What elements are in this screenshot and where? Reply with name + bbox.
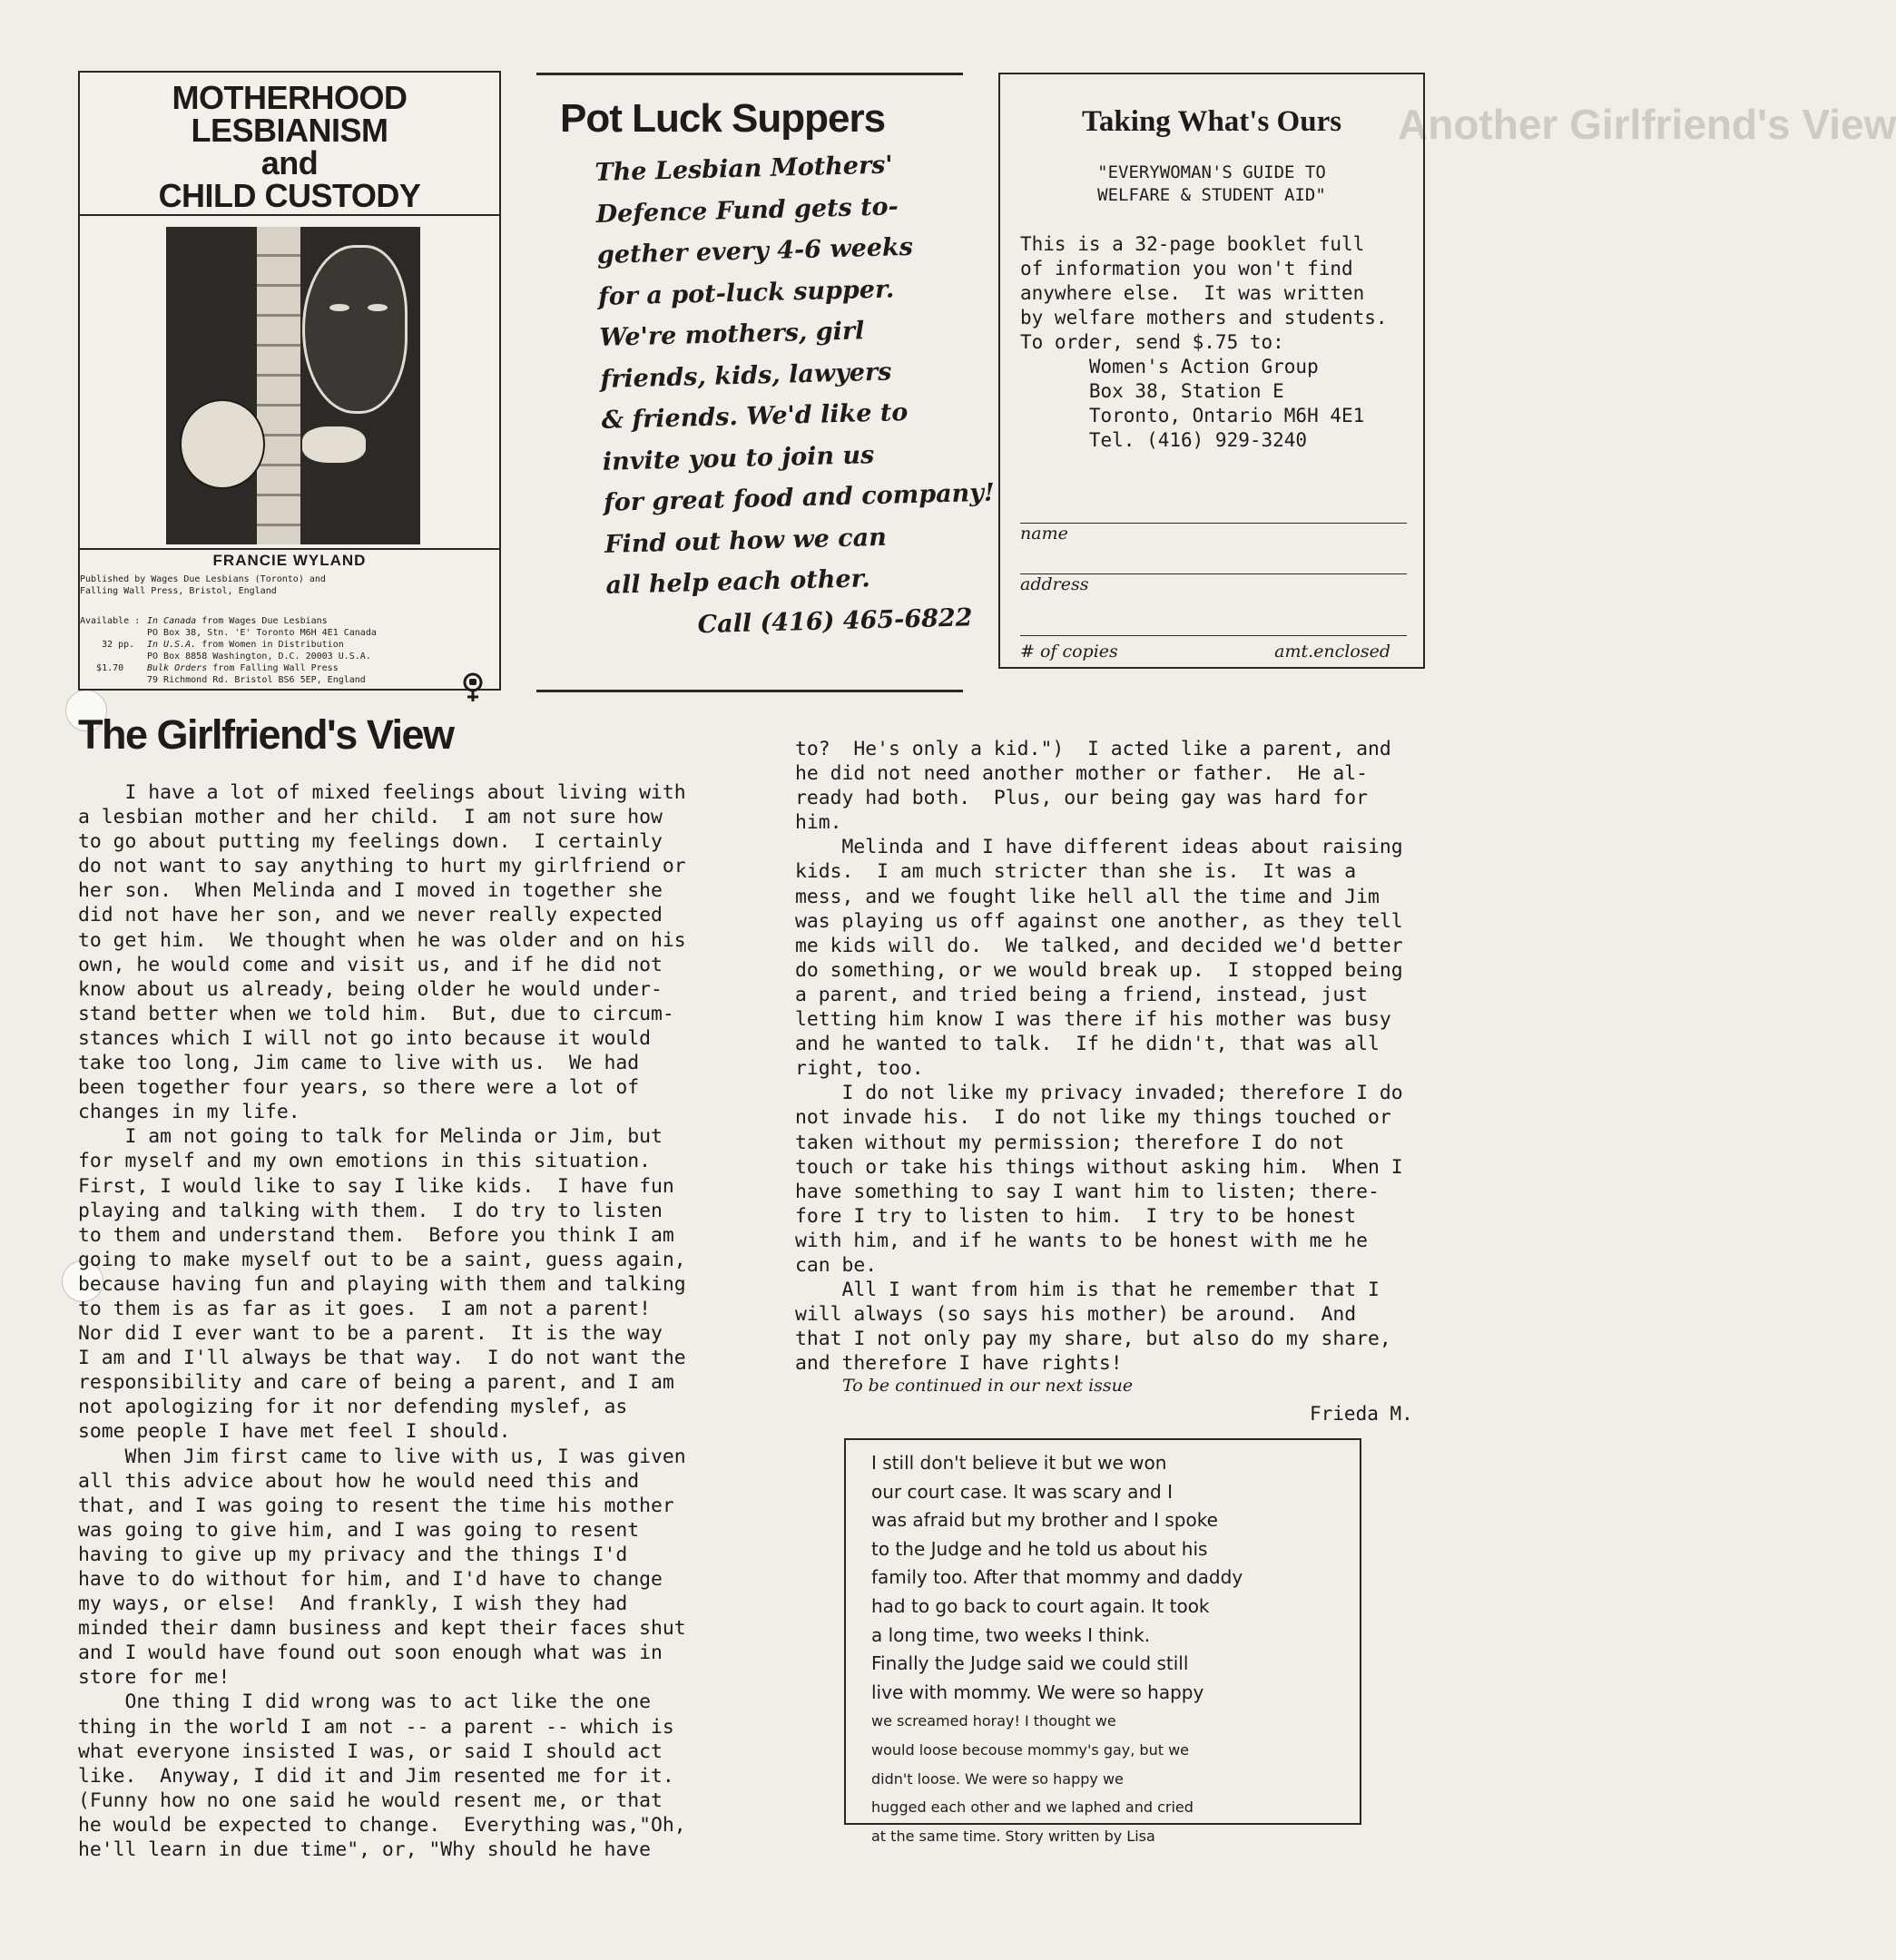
story-line: a long time, two weeks I think.: [871, 1623, 1151, 1646]
bleed-through-heading: Another Girlfriend's View: [1398, 101, 1896, 148]
story-line: live with mommy. We were so happy: [871, 1681, 1204, 1703]
book-title-line: LESBIANISM: [191, 112, 388, 149]
book-title: [80, 79, 499, 214]
story-line: hugged each other and we laphed and cried: [871, 1798, 1194, 1817]
taking-whats-ours-order-form: [998, 73, 1425, 669]
address-field[interactable]: [1020, 572, 1407, 594]
handwritten-line: We're mothers, girl: [598, 317, 865, 352]
name-field-label: name: [1020, 524, 1068, 544]
book-title-line: CHILD CUSTODY: [158, 177, 421, 214]
publisher-info: Published by Wages Due Lesbians (Toronto) and Falling Wall Press, Bristol, England: [80, 574, 326, 596]
handwritten-line: Find out how we can: [604, 523, 888, 559]
story-line: I still don't believe it but we won: [871, 1452, 1167, 1474]
handwritten-line: all help each other.: [605, 564, 871, 600]
story-line: family too. After that mommy and daddy: [871, 1566, 1243, 1589]
name-field[interactable]: [1020, 521, 1407, 544]
feminist-fist-icon: [457, 671, 488, 702]
story-line: we screamed horay! I thought we: [871, 1712, 1116, 1730]
booklet-description: This is a 32-page booklet full of information you won't find anywhere else. It was written by welfare mothers and students. To order, send $.75 to: Women's Action Group Box 38, Station E Toronto, Ontario M6H 4E1 Tel. (416) 929-3240: [1020, 233, 1388, 451]
divider: [536, 73, 963, 75]
availability-list: [80, 615, 479, 686]
divider: [80, 214, 499, 216]
story-line: at the same time. Story written by Lisa: [871, 1827, 1155, 1845]
handwritten-line: gether every 4-6 weeks: [596, 232, 914, 270]
book-title-line: MOTHERHOOD: [172, 79, 408, 116]
form-bottom-line: [1020, 633, 1407, 636]
order-quantity-row: [1020, 642, 1407, 662]
availability-row: PO Box 8858 Washington, D.C. 20003 U.S.A.: [147, 652, 371, 662]
handwritten-line: Defence Fund gets to-: [595, 191, 899, 229]
handwritten-line: The Lesbian Mothers': [594, 151, 894, 187]
child-story-text: [871, 1449, 1352, 1850]
handwritten-line: for great food and company!: [603, 478, 996, 517]
story-line: was afraid but my brother and I spoke: [871, 1509, 1218, 1532]
potluck-handwritten-text: [594, 143, 996, 648]
copies-field-label[interactable]: # of copies: [1020, 642, 1118, 662]
story-line: didn't loose. We were so happy we: [871, 1769, 1124, 1788]
availability-row: Available : In Canada from Wages Due Lesbians: [80, 616, 328, 626]
potluck-suppers-notice: [536, 73, 996, 692]
story-line: had to go back to court again. It took: [871, 1594, 1210, 1617]
handwritten-line: & friends. We'd like to: [601, 398, 909, 435]
booklet-title: Taking What's Ours: [1081, 105, 1342, 138]
child-story-box: [844, 1438, 1361, 1845]
potluck-title: Pot Luck Suppers: [560, 96, 886, 141]
story-line: would loose becouse mommy's gay, but we: [871, 1740, 1190, 1759]
handwritten-line: friends, kids, lawyers: [600, 358, 892, 394]
availability-row: 79 Richmond Rd. Bristol BS6 5EP, England: [147, 675, 366, 685]
book-author: FRANCIE WYLAND: [212, 552, 367, 569]
availability-row: 32 pp. In U.S.A. from Women in Distribution: [80, 640, 344, 650]
article-column-2: to? He's only a kid.") I acted like a parent, and he did not need another mother or father. He al- ready had both. Plus, our being gay was hard for him. Melinda and I have different ideas about raising kids. I am much stricter than she is. It was a mess, and we fought like hell all the time and Jim was playing us off against one another, as they tell me kids will do. We talked, and decided we'd better do something, or we would break up. I stopped being a parent, and tried being a friend, instead, just letting him know I was there if his mother was busy and he wanted to talk. If he didn't, that was all right, too. I do not like my privacy invaded; therefore I do not invade his. I do not like my things touched or taken without my permission; therefore I do not touch or take his things without asking him. When I have something to say I want him to listen; there- fore I try to listen to him. I try to be honest with him, and if he wants to be honest with me he can be. All I want from him is that he remember that I will always (so says his mother) be around. And that I not only pay my share, but also do my share, and therefore I have rights!: [795, 738, 1403, 1376]
divider: [536, 690, 963, 692]
continued-note: To be continued in our next issue: [842, 1376, 1134, 1396]
book-title-line: and: [260, 144, 319, 181]
availability-row: PO Box 38, Stn. 'E' Toronto M6H 4E1 Canada: [147, 628, 377, 638]
motherhood-book-ad: [78, 71, 501, 691]
booklet-subtitle: "EVERYWOMAN'S GUIDE TO WELFARE & STUDENT AID": [1097, 162, 1326, 205]
phone-number: Call (416) 465-6822: [697, 603, 973, 639]
story-line: to the Judge and he told us about his: [871, 1537, 1208, 1560]
address-field-label: address: [1020, 574, 1089, 594]
divider: [80, 548, 499, 550]
story-line: our court case. It was scary and I: [871, 1480, 1173, 1503]
amount-field-label[interactable]: amt.enclosed: [1274, 642, 1390, 662]
author-signature: Frieda M.: [1310, 1403, 1413, 1425]
article-column-1: I have a lot of mixed feelings about living with a lesbian mother and her child. I am not sure how to go about putting my feelings down. I certainly do not want to say anything to hurt my girlfriend or her son. When Melinda and I moved in together she did not have her son, and we never really expected to get him. We thought when he was older and on his own, he would come and visit us, and if he did not know about us already, being older he would under- stand better when we told him. But, due to circum- stances which I will not go into because it would take too long, Jim came to live with us. We had been together four years, so there were a lot of changes in my life. I am not going to talk for Melinda or Jim, but for myself and my own emotions in this situation. First, I would like to say I like kids. I have fun playing and talking with them. I do try to listen to them and understand them. Before you think I am going to make myself out to be a saint, guess again, because having fun and playing with them and talking to them is as far as it goes. I am not a parent! Nor did I ever want to be a parent. It is the way I am and I'll always be that way. I do not want the responsibility and care of being a parent, and I am not apologizing for it nor defending myslef, as some people I have met feel I should. When Jim first came to live with us, I was given all this advice about how he would need this and that, and I was going to resent the time his mother was going to give him, and I was going to resent having to give up my privacy and the things I'd have to do without for him, and I'd have to change my ways, or else! And frankly, I wish they had minded their damn business and kept their faces shut and I would have found out soon enough what was in store for me! One thing I did wrong was to act like the one thing in the world I am not -- a parent -- which is what everyone insisted I was, or said I should act like. Anyway, I did it and Jim resented me for it. (Funny how no one said he would resent me, or that he would be expected to change. Everything was,"Oh, he'll learn in due time", or, "Why should he have: [78, 781, 686, 1862]
cover-illustration: [166, 227, 420, 544]
article-title: The Girlfriend's View: [78, 711, 454, 758]
story-line: Finally the Judge said we could still: [871, 1652, 1189, 1675]
handwritten-line: invite you to join us: [602, 440, 875, 476]
handwritten-line: for a pot-luck supper.: [597, 274, 895, 311]
availability-row: $1.70 Bulk Orders from Falling Wall Press: [80, 663, 339, 673]
